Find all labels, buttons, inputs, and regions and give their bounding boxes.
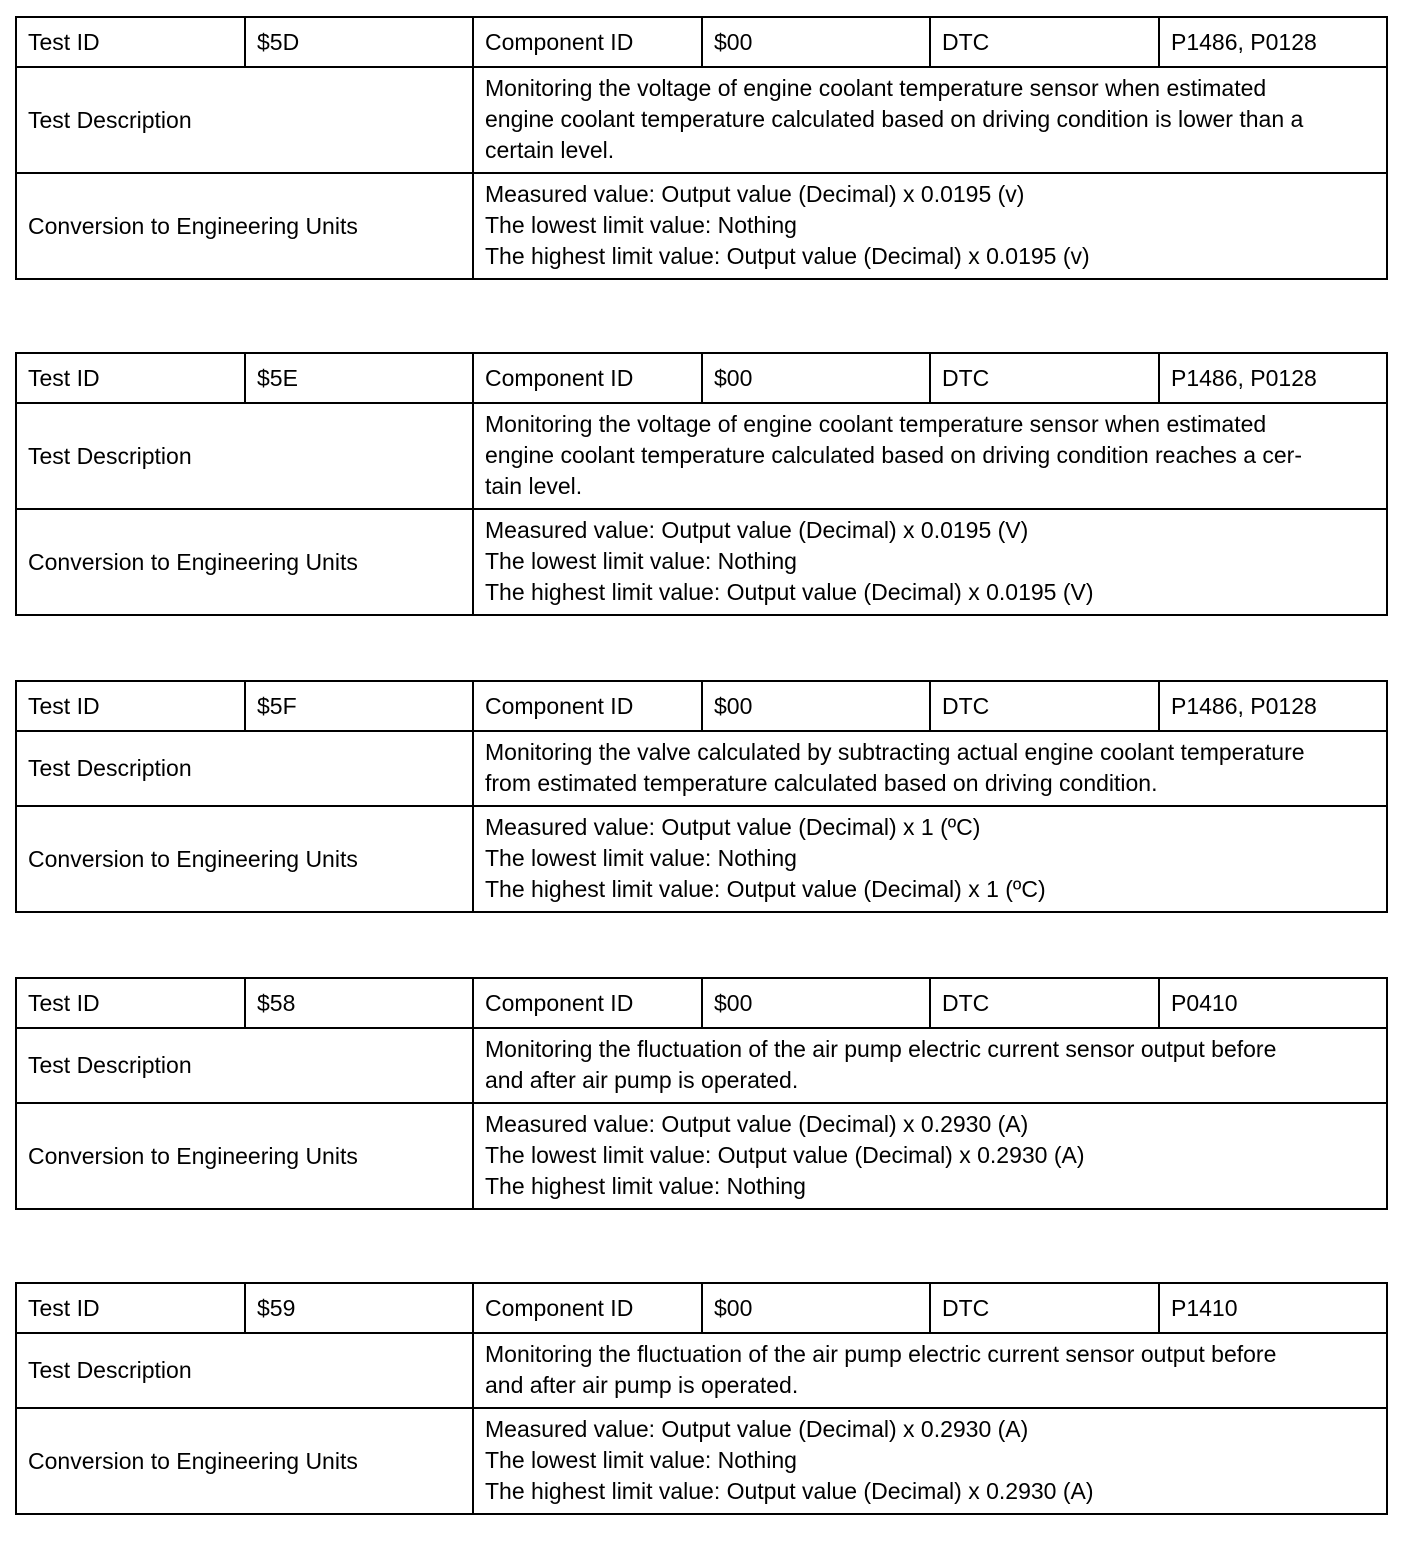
conversion-row: [16, 1408, 1387, 1514]
description-line: engine coolant temperature calculated based on driving condition reaches a cer-: [485, 442, 1303, 468]
conversion-line: The lowest limit value: Nothing: [485, 212, 797, 238]
description-line: Monitoring the voltage of engine coolant temperature sensor when estimated: [485, 411, 1267, 437]
test-description-label: Test Description: [16, 67, 473, 173]
conversion-line: The highest limit value: Output value (Decimal) x 0.2930 (A): [485, 1478, 1094, 1504]
conversion-line: The lowest limit value: Output value (Decimal) x 0.2930 (A): [485, 1142, 1085, 1168]
test-description-value: [473, 731, 1387, 806]
description-row: [16, 67, 1387, 173]
description-row: [16, 731, 1387, 806]
test-description-label: Test Description: [16, 403, 473, 509]
test-description-label: Test Description: [16, 1028, 473, 1103]
component-id-label: Component ID: [473, 353, 702, 403]
table-header-row: [16, 353, 1387, 403]
test-id-value: $5E: [245, 353, 473, 403]
monitor-test-table: [15, 1282, 1388, 1515]
conversion-line: The lowest limit value: Nothing: [485, 845, 797, 871]
conversion-label: Conversion to Engineering Units: [16, 806, 473, 912]
component-id-label: Component ID: [473, 1283, 702, 1333]
conversion-label: Conversion to Engineering Units: [16, 1103, 473, 1209]
conversion-label: Conversion to Engineering Units: [16, 1408, 473, 1514]
conversion-line: Measured value: Output value (Decimal) x 0.2930 (A): [485, 1111, 1029, 1137]
conversion-row: [16, 173, 1387, 279]
component-id-value: $00: [702, 978, 930, 1028]
conversion-line: The highest limit value: Output value (Decimal) x 1 (ºC): [485, 876, 1046, 902]
conversion-row: [16, 509, 1387, 615]
conversion-value: [473, 173, 1387, 279]
test-id-label: Test ID: [16, 681, 245, 731]
description-line: and after air pump is operated.: [485, 1372, 799, 1398]
component-id-label: Component ID: [473, 978, 702, 1028]
test-id-label: Test ID: [16, 978, 245, 1028]
description-row: [16, 1028, 1387, 1103]
test-id-label: Test ID: [16, 1283, 245, 1333]
dtc-label: DTC: [930, 978, 1159, 1028]
description-line: certain level.: [485, 137, 615, 163]
description-line: and after air pump is operated.: [485, 1067, 799, 1093]
component-id-label: Component ID: [473, 681, 702, 731]
component-id-value: $00: [702, 1283, 930, 1333]
description-line: from estimated temperature calculated based on driving condition.: [485, 770, 1158, 796]
dtc-label: DTC: [930, 681, 1159, 731]
test-description-value: [473, 1333, 1387, 1408]
monitor-test-table: [15, 16, 1388, 280]
description-line: Monitoring the fluctuation of the air pump electric current sensor output before: [485, 1036, 1277, 1062]
component-id-value: $00: [702, 353, 930, 403]
monitor-test-table: [15, 977, 1388, 1210]
description-row: [16, 403, 1387, 509]
test-description-label: Test Description: [16, 1333, 473, 1408]
conversion-line: The lowest limit value: Nothing: [485, 548, 797, 574]
dtc-label: DTC: [930, 17, 1159, 67]
conversion-line: Measured value: Output value (Decimal) x 0.0195 (V): [485, 517, 1029, 543]
description-line: engine coolant temperature calculated based on driving condition is lower than a: [485, 106, 1304, 132]
conversion-line: Measured value: Output value (Decimal) x 1 (ºC): [485, 814, 981, 840]
conversion-value: [473, 806, 1387, 912]
conversion-label: Conversion to Engineering Units: [16, 509, 473, 615]
conversion-label: Conversion to Engineering Units: [16, 173, 473, 279]
test-id-value: $5D: [245, 17, 473, 67]
conversion-value: [473, 509, 1387, 615]
component-id-value: $00: [702, 681, 930, 731]
table-header-row: [16, 1283, 1387, 1333]
dtc-value: P1410: [1159, 1283, 1387, 1333]
component-id-label: Component ID: [473, 17, 702, 67]
test-id-label: Test ID: [16, 353, 245, 403]
conversion-line: Measured value: Output value (Decimal) x 0.2930 (A): [485, 1416, 1029, 1442]
description-row: [16, 1333, 1387, 1408]
dtc-value: P1486, P0128: [1159, 17, 1387, 67]
conversion-row: [16, 1103, 1387, 1209]
table-header-row: [16, 978, 1387, 1028]
dtc-value: P1486, P0128: [1159, 353, 1387, 403]
monitor-test-table: [15, 680, 1388, 913]
conversion-line: The highest limit value: Output value (Decimal) x 0.0195 (V): [485, 579, 1094, 605]
dtc-label: DTC: [930, 1283, 1159, 1333]
component-id-value: $00: [702, 17, 930, 67]
conversion-row: [16, 806, 1387, 912]
conversion-line: The lowest limit value: Nothing: [485, 1447, 797, 1473]
table-header-row: [16, 17, 1387, 67]
test-id-value: $59: [245, 1283, 473, 1333]
test-description-value: [473, 1028, 1387, 1103]
test-description-value: [473, 403, 1387, 509]
table-header-row: [16, 681, 1387, 731]
dtc-label: DTC: [930, 353, 1159, 403]
test-description-label: Test Description: [16, 731, 473, 806]
description-line: Monitoring the valve calculated by subtracting actual engine coolant temperature: [485, 739, 1305, 765]
conversion-line: The highest limit value: Output value (Decimal) x 0.0195 (v): [485, 243, 1090, 269]
description-line: Monitoring the voltage of engine coolant temperature sensor when estimated: [485, 75, 1267, 101]
conversion-line: The highest limit value: Nothing: [485, 1173, 806, 1199]
dtc-value: P1486, P0128: [1159, 681, 1387, 731]
test-id-value: $58: [245, 978, 473, 1028]
test-id-label: Test ID: [16, 17, 245, 67]
description-line: tain level.: [485, 473, 583, 499]
dtc-value: P0410: [1159, 978, 1387, 1028]
monitor-test-table: [15, 352, 1388, 616]
conversion-value: [473, 1103, 1387, 1209]
description-line: Monitoring the fluctuation of the air pump electric current sensor output before: [485, 1341, 1277, 1367]
test-description-value: [473, 67, 1387, 173]
conversion-line: Measured value: Output value (Decimal) x 0.0195 (v): [485, 181, 1025, 207]
conversion-value: [473, 1408, 1387, 1514]
test-id-value: $5F: [245, 681, 473, 731]
